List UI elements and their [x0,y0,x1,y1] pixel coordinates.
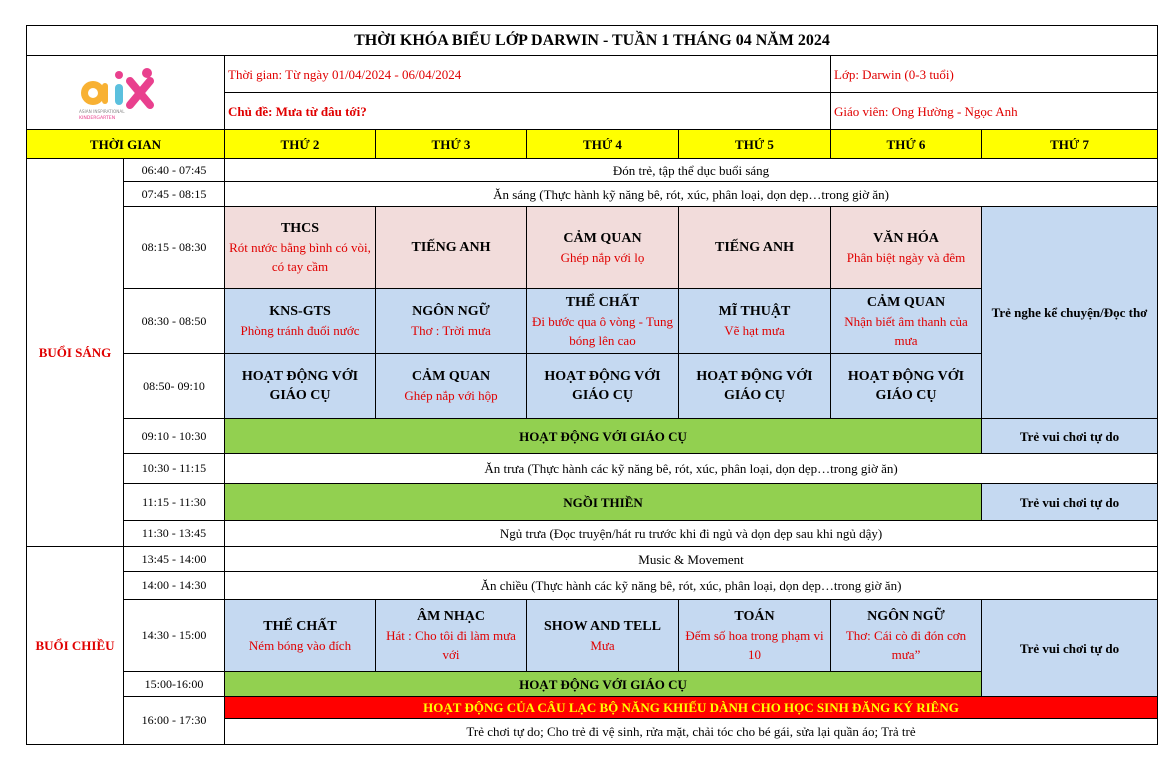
header-time: THỜI GIAN [27,130,225,159]
time-range: Thời gian: Từ ngày 01/04/2024 - 06/04/2024 [225,56,831,93]
header-sat: THỨ 7 [982,130,1158,159]
activity-sub: Thơ : Trời mưa [411,323,491,338]
activity-cell [831,354,982,419]
activity-cell [527,600,679,672]
activity-cell [831,207,982,289]
activity-cell [679,289,831,354]
logo-tagline-2: KINDERGARTEN [78,115,115,121]
activity-title: VĂN HÓA [873,230,939,246]
activity-title: ÂM NHẠC [416,609,486,624]
time-slot: 14:30 - 15:00 [124,600,225,672]
row-afternoon-snack: Ăn chiều (Thực hành các kỹ năng bê, rót, xúc, phân loại, dọn dẹp…trong giờ ăn) [225,572,1158,600]
row-montessori-work: HOẠT ĐỘNG VỚI GIÁO CỤ [225,672,982,697]
activity-sub: Thơ: Cái cò đi đón cơn mưa” [845,628,967,662]
activity-sub: Vẽ hạt mưa [724,323,785,338]
row-welcome: Đón trẻ, tập thể dục buổi sáng [225,159,1158,182]
time-slot: 11:15 - 11:30 [124,484,225,521]
time-slot: 09:10 - 10:30 [124,419,225,454]
sat-afternoon-activity: Trẻ vui chơi tự do [982,600,1158,697]
activity-title: HOẠT ĐỘNG VỚI GIÁO CỤ [696,369,813,403]
header-tue: THỨ 3 [376,130,527,159]
activity-title: THỂ CHẤT [263,618,337,634]
activity-sub: Rót nước bằng bình có vòi, có tay cầm [229,240,371,274]
time-slot: 14:00 - 14:30 [124,572,225,600]
time-slot: 07:45 - 08:15 [124,182,225,207]
activity-title: NGÔN NGỮ [867,609,945,624]
activity-title: CẢM QUAN [866,294,946,310]
time-slot: 13:45 - 14:00 [124,547,225,572]
activity-title: SHOW AND TELL [544,618,661,634]
activity-sub: Phòng tránh đuối nước [240,323,360,338]
row-meditation: NGỒI THIỀN [225,484,982,521]
activity-cell [527,354,679,419]
aik-logo-icon [71,61,181,125]
activity-cell [679,354,831,419]
activity-cell [225,600,376,672]
activity-cell [831,600,982,672]
session-morning: BUỔI SÁNG [27,159,124,547]
sat-morning-activity: Trẻ nghe kể chuyện/Đọc thơ [982,207,1158,419]
timetable [26,25,1158,745]
teachers: Giáo viên: Ong Hường - Ngọc Anh [831,93,1158,130]
header-fri: THỨ 6 [831,130,982,159]
activity-title: KNS-GTS [269,304,331,319]
activity-cell [376,354,527,419]
activity-cell [527,207,679,289]
activity-cell [527,289,679,354]
activity-cell [679,207,831,289]
row-nap: Ngủ trưa (Đọc truyện/hát ru trước khi đi ngủ và dọn dẹp sau khi ngủ dậy) [225,521,1158,547]
time-slot: 11:30 - 13:45 [124,521,225,547]
logo-cell [27,56,225,130]
activity-cell [376,207,527,289]
activity-sub: Nhận biết âm thanh của mưa [844,313,968,348]
activity-sub: Đi bước qua ô vòng - Tung bóng lên cao [531,313,674,348]
logo-tagline-1: ASIAN INSPIRATIONAL [78,108,125,114]
activity-cell [376,600,527,672]
activity-cell [679,600,831,672]
activity-sub: Phân biệt ngày và đêm [846,249,966,265]
activity-title: HOẠT ĐỘNG VỚI GIÁO CỤ [544,369,661,403]
session-afternoon: BUỔI CHIỀU [27,547,124,745]
header-mon: THỨ 2 [225,130,376,159]
activity-title: TIẾNG ANH [411,240,491,255]
activity-title: CẢM QUAN [411,369,491,384]
activity-title: HOẠT ĐỘNG VỚI GIÁO CỤ [847,369,965,403]
row-breakfast: Ăn sáng (Thực hành kỹ năng bê, rót, xúc, phân loại, dọn dẹp…trong giờ ăn) [225,182,1158,207]
class-name: Lớp: Darwin (0-3 tuổi) [831,56,1158,93]
activity-sub: Ném bóng vào đích [248,637,352,653]
time-slot: 16:00 - 17:30 [124,697,225,745]
activity-title: CẢM QUAN [563,230,642,246]
time-slot: 10:30 - 11:15 [124,454,225,484]
activity-cell [225,289,376,354]
activity-title: TOÁN [734,609,775,624]
time-slot: 08:30 - 08:50 [124,289,225,354]
activity-sub: Mưa [590,637,615,653]
activity-sub: Đếm số hoa trong phạm vi 10 [685,628,824,662]
activity-title: THCS [280,221,320,236]
time-slot: 08:15 - 08:30 [124,207,225,289]
sat-free-play: Trẻ vui chơi tự do [982,419,1158,454]
activity-cell [376,289,527,354]
activity-cell [831,289,982,354]
header-wed: THỨ 4 [527,130,679,159]
time-slot: 06:40 - 07:45 [124,159,225,182]
activity-cell [225,354,376,419]
topic: Chủ đề: Mưa từ đâu tới? [225,93,831,130]
activity-cell [225,207,376,289]
activity-title: TIẾNG ANH [715,240,794,255]
row-talent-club: HOẠT ĐỘNG CỦA CÂU LẠC BỘ NĂNG KHIẾU DÀNH CHO HỌC SINH ĐĂNG KÝ RIÊNG [225,697,1158,719]
time-slot: 15:00-16:00 [124,672,225,697]
row-lunch: Ăn trưa (Thực hành các kỹ năng bê, rót, xúc, phân loại, dọn dẹp…trong giờ ăn) [225,454,1158,484]
activity-sub: Ghép nắp với hộp [404,388,498,403]
header-thu: THỨ 5 [679,130,831,159]
activity-sub: Hát : Cho tôi đi làm mưa với [386,628,516,662]
row-montessori-work: HOẠT ĐỘNG VỚI GIÁO CỤ [225,419,982,454]
activity-title: THỂ CHẤT [565,294,640,310]
row-pickup: Trẻ chơi tự do; Cho trẻ đi vệ sinh, rửa mặt, chải tóc cho bé gái, sửa lại quần áo; Trả trẻ [225,719,1158,745]
activity-title: NGÔN NGỮ [412,304,490,319]
time-slot: 08:50- 09:10 [124,354,225,419]
activity-title: MĨ THUẬT [718,304,791,319]
activity-sub: Ghép nắp với lọ [560,249,645,265]
activity-title: HOẠT ĐỘNG VỚI GIÁO CỤ [241,369,359,403]
timetable-title: THỜI KHÓA BIỂU LỚP DARWIN - TUẦN 1 THÁNG 04 NĂM 2024 [27,26,1158,56]
row-music-movement: Music & Movement [225,547,1158,572]
sat-free-play: Trẻ vui chơi tự do [982,484,1158,521]
